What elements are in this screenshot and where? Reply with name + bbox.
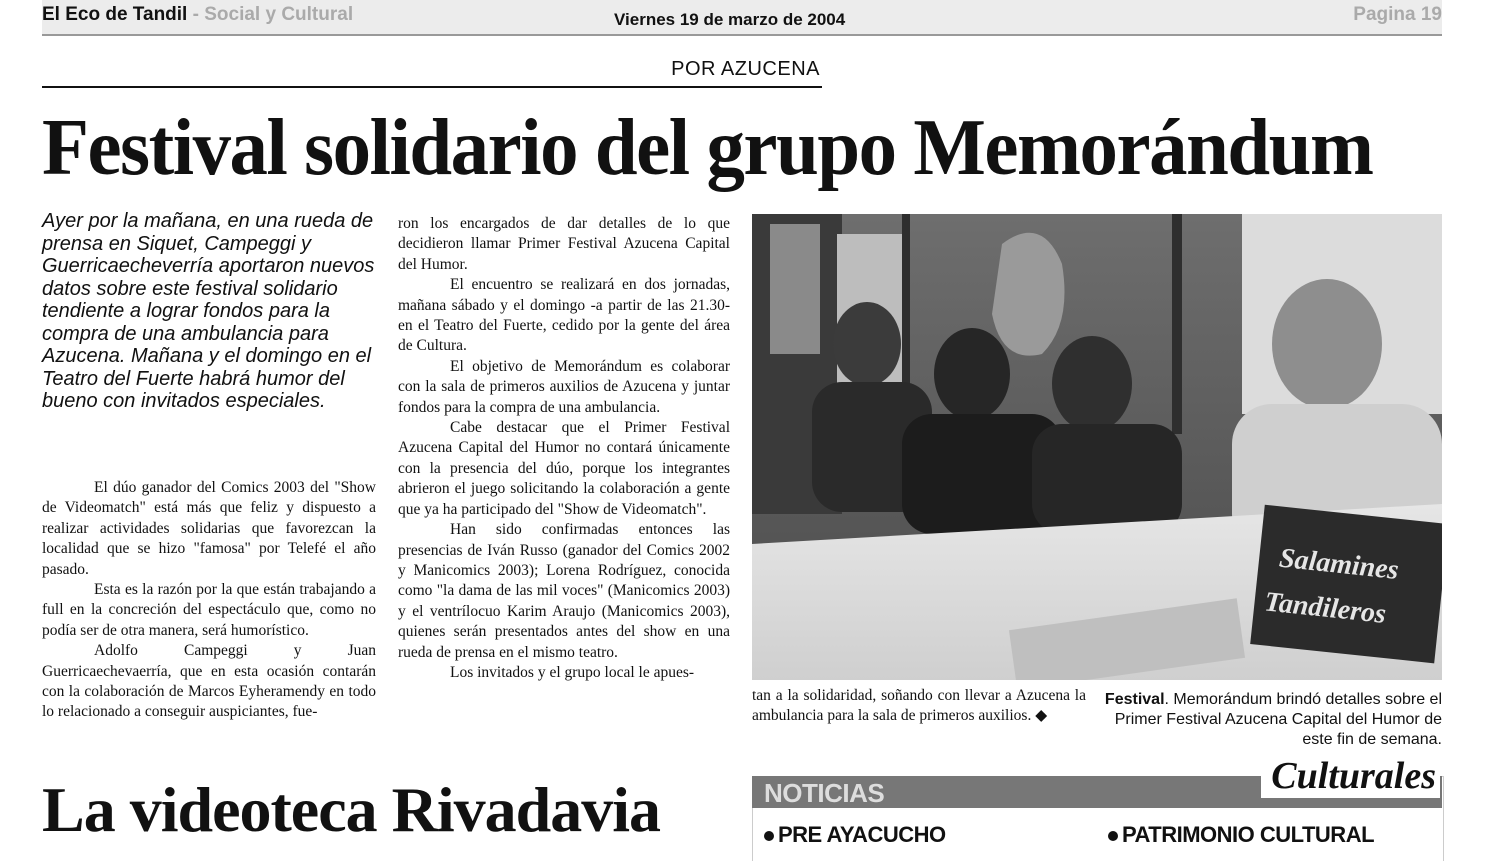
paragraph: El encuentro se realizará en dos jornadas, mañana sábado y el domingo -a partir de las 21.30- en el Teatro del Fuerte, cedido por la gente del área de Cultura. (398, 276, 730, 355)
photo-caption (1100, 690, 1442, 750)
sign-text-line2: Tandileros (1263, 586, 1388, 630)
page-number: Pagina 19 (1353, 4, 1442, 25)
article-column-2 (398, 214, 730, 683)
issue-date: Viernes 19 de marzo de 2004 (614, 10, 846, 29)
byline: POR AZUCENA (671, 58, 820, 80)
news-item-label: PRE AYACUCHO (778, 822, 946, 847)
paper-title: El Eco de Tandil (42, 4, 188, 25)
news-item-label: PATRIMONIO CULTURAL (1122, 822, 1375, 847)
article-lead: Ayer por la mañana, en una rueda de prensa en Siquet, Campeggi y Guerricaecheverría aportaron nuevos datos sobre este festival solidario tendiente a lograr fondos para la compra de una ambulancia para Azucena. Mañana y el domingo en el Teatro del Fuerte habrá humor del bueno con invitados especiales. (42, 210, 375, 412)
bullet-icon (764, 831, 774, 841)
section-name: - Social y Cultural (192, 4, 354, 25)
paragraph: Esta es la razón por la que están trabajando a full en la concreción del espectáculo que, como no podía ser de otra manera, será humorístico. (42, 581, 376, 639)
press-conference-photo (752, 214, 1442, 680)
news-item (1108, 822, 1374, 848)
article-headline: Festival solidario del grupo Memorándum (42, 104, 1373, 192)
paragraph: Cabe destacar que el Primer Festival Azucena Capital del Humor no contará únicamente con la presencia del dúo, porque los integrantes abrieron el juego solicitando la colaboración a gente que ya ha participado del "Show de Videomatch". (398, 419, 730, 518)
paragraph: Han sido confirmadas entonces las presencias de Iván Russo (ganador del Comics 2002 y Manicomics 2003); Lorena Rodríguez, conocida como "la dama de las mil voces" (Manicomics 2003) y el ventrílocuo Karim Araujo (Manicomics 2003), quienes serán presentados antes del show en una rueda de prensa en el mismo teatro. (398, 521, 730, 661)
news-box-label: NOTICIAS (764, 778, 885, 808)
paragraph: Los invitados y el grupo local le apues- (450, 663, 695, 681)
paragraph: ron los encargados de dar detalles de lo que decidieron llamar Primer Festival Azucena Capital del Humor. (398, 215, 730, 273)
caption-lead: Festival (1104, 691, 1165, 708)
sign-text-line1: Salamines (1277, 542, 1401, 587)
caption-text: . Memorándum brindó detalles sobre el Primer Festival Azucena Capital del Humor de este fin de semana. (1114, 691, 1442, 748)
paragraph: El dúo ganador del Comics 2003 del "Show de Videomatch" está más que feliz y dispuesto a realizar actividades solidarias que favorezcan la localidad que se hizo "famosa" por Telefé el año pasado. (42, 479, 376, 578)
paragraph: El objetivo de Memorándum es colaborar con la sala de primeros auxilios de Azucena y juntar fondos para la compra de una ambulancia. (398, 357, 730, 416)
newspaper-name (42, 4, 353, 26)
second-headline: La videoteca Rivadavia (42, 774, 660, 845)
news-item (764, 822, 946, 848)
news-box-title: Culturales (1261, 752, 1440, 798)
bullet-icon (1108, 831, 1118, 841)
article-photo (752, 214, 1442, 680)
article-column-1 (42, 478, 376, 723)
paragraph: Adolfo Campeggi y Juan Guerricaechevaerría, que en esta ocasión contarán con la colaboración de Marcos Eyheramendy en todo lo relacionado a conseguir auspiciantes, fue- (42, 642, 376, 721)
byline-rule (42, 86, 822, 88)
article-column-3-continuation: tan a la solidaridad, soñando con llevar a Azucena la ambulancia para la sala de primeros auxilios. ◆ (752, 687, 1086, 725)
